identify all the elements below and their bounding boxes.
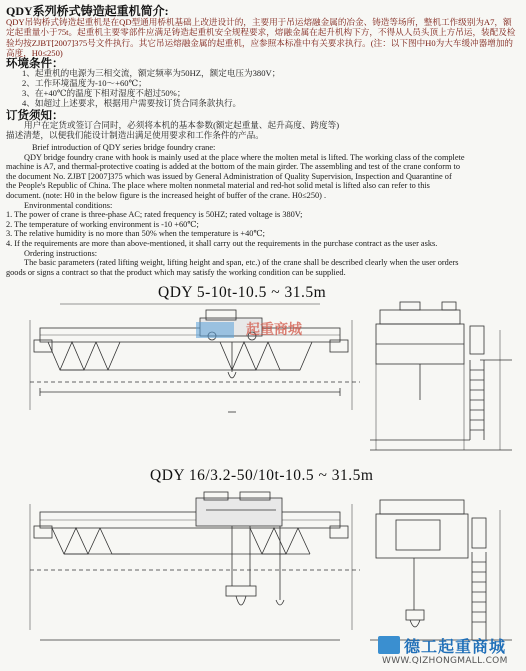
watermark-url: WWW.QIZHONGMALL.COM: [382, 656, 508, 666]
model-title-1: QDY 5-10t-10.5 ~ 31.5m: [158, 284, 327, 301]
watermark-text-small: 起重商城: [246, 322, 302, 338]
page-title: QDY系列桥式铸造起重机简介:: [6, 4, 169, 18]
english-line: document. (note: H0 in the below figure is the increased height of buffer of the crane. H0≤250) .: [6, 190, 327, 200]
model-title-2: QDY 16/3.2-50/10t-10.5 ~ 31.5m: [150, 467, 374, 484]
order-en-heading: Ordering instructions:: [24, 248, 98, 258]
crane-drawing-1: [0, 300, 526, 460]
conditions-heading: 环境条件：: [6, 58, 64, 70]
condition-item: 1、起重机的电源为三相交流，额定频率为50HZ，额定电压为380V；: [22, 68, 281, 78]
env-line: 1. The power of crane is three-phase AC; rated frequency is 50HZ; rated voltage is 380V;: [6, 210, 303, 220]
english-line: the People's Republic of China. The place where molten nonmetal material and red-hot solid metal is lifted also can refer to this: [6, 181, 430, 191]
env-line: 4. If the requirements are more than above-mentioned, it shall carry out the requirements in the purchase contract as the user asks.: [6, 238, 438, 248]
english-line: the document No. ZJBT [2007]375 which was issued by General Administration of Quality Supervision, Inspection and Quarantine of: [6, 171, 452, 181]
condition-item: 3、在+40℃的温度下相对湿度不超过50%；: [22, 88, 186, 98]
order-line: 用户在定货或签订合同时，必须将本机的基本参数(额定起重量、起升高度、跨度等): [24, 120, 340, 130]
english-line: machine is A7, and thermal-protective coating is added at the bottom of the main girder. The assembling and test of the crane conform to: [6, 162, 460, 172]
order-heading: 订货须知：: [6, 110, 64, 122]
env-line: 2. The temperature of working environment is -10 +60℃;: [6, 219, 199, 229]
watermark-title: 德工起重商城: [404, 637, 507, 656]
english-line: QDY bridge foundry crane with hook is mainly used at the place where the molten metal is lifted. The working class of the complete: [24, 152, 465, 162]
order-chinese: [6, 120, 516, 140]
english-section: [6, 143, 521, 277]
watermark-badge: [378, 634, 526, 671]
condition-item: 2、工作环境温度为-10～+60℃；: [22, 78, 147, 88]
env-heading: Environmental conditions:: [24, 200, 113, 210]
order-en-line: The basic parameters (rated lifting weight, lifting height and span, etc.) of the crane shall be described clearly when the user orders: [24, 258, 459, 268]
watermark-logo: [378, 636, 400, 654]
order-en-line: goods or signs a contract so that the product which may satisfy the working condition can be supplied.: [6, 267, 346, 277]
order-line: 描述清楚，以便我们能设计制造出满足使用要求和工作条件的产品。: [6, 130, 264, 140]
english-heading: Brief introduction of QDY series bridge foundry crane:: [32, 143, 216, 152]
conditions-list: [22, 68, 512, 108]
env-line: 3. The relative humidity is no more than 50% when the temperature is +40℃;: [6, 229, 265, 239]
condition-item: 4、如超过上述要求，根据用户需要按订货合同条款执行。: [22, 98, 242, 108]
watermark-logo-small: [196, 322, 234, 338]
intro-chinese: QDY吊钩桥式铸造起重机是在QD型通用桥机基础上改进设计的，主要用于吊运熔融金属的冶金、铸造等场所，整机工作级别为A7，额定起重量小于75t。起重机主要零部件应满足铸造起重机安全规程要求，熔融金属在起升机构下方，不得从人员头顶上方吊运，装配及检验均按ZJBT[2007]375号文件执行。其它吊运熔融金属的起重机，应参照本标准中有关要求执行。(注：以下图中H0为大车缓冲器增加的高度，H0≤250): [6, 17, 516, 59]
